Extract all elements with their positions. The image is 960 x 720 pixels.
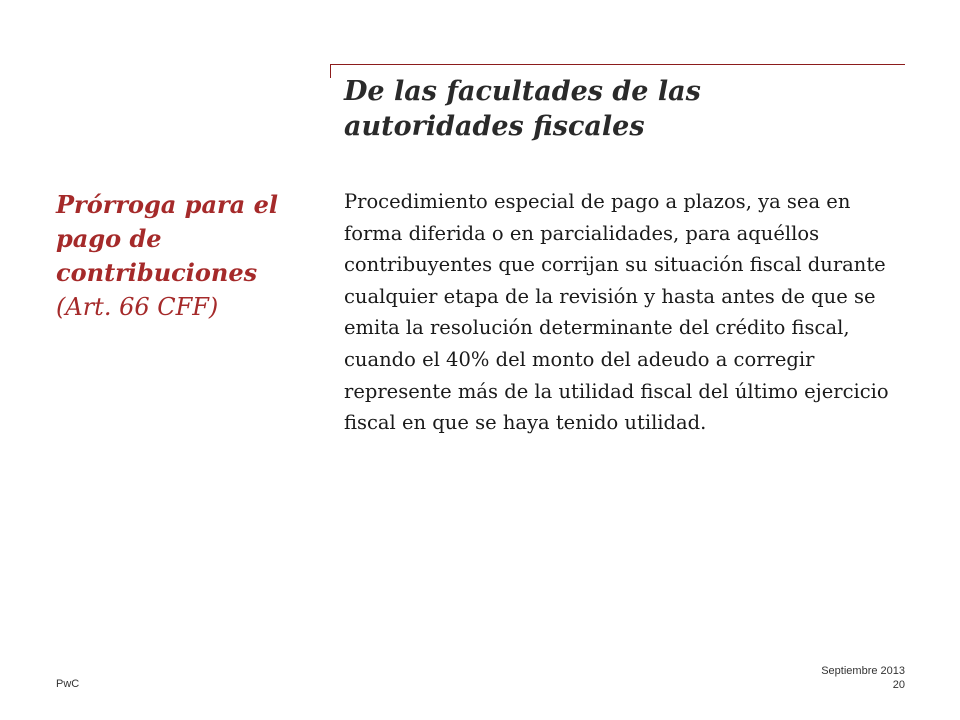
slide-title: De las facultades de las autoridades fiscales <box>344 76 701 142</box>
footer-meta <box>821 664 905 692</box>
footer-brand: PwC <box>56 678 80 690</box>
side-heading-reference: (Art. 66 CFF) <box>56 293 219 321</box>
header-rule-tick <box>330 64 331 78</box>
header-rule <box>330 64 905 65</box>
body-paragraph: Procedimiento especial de pago a plazos, ya sea en forma diferida o en parcialidades, para aquéllos contribuyentes que corrijan su situación fiscal durante cualquier etapa de la revisión y hasta antes de que se emita la resolución determinante del crédito fiscal, cuando el 40% del monto del adeudo a corregir represente más de la utilidad fiscal del último ejercicio fiscal en que se haya tenido utilidad. <box>344 190 889 435</box>
side-heading <box>56 188 326 324</box>
side-heading-main: Prórroga para el pago de contribuciones <box>56 190 278 287</box>
footer-date: Septiembre 2013 <box>821 665 905 677</box>
footer-page-number: 20 <box>892 679 905 691</box>
